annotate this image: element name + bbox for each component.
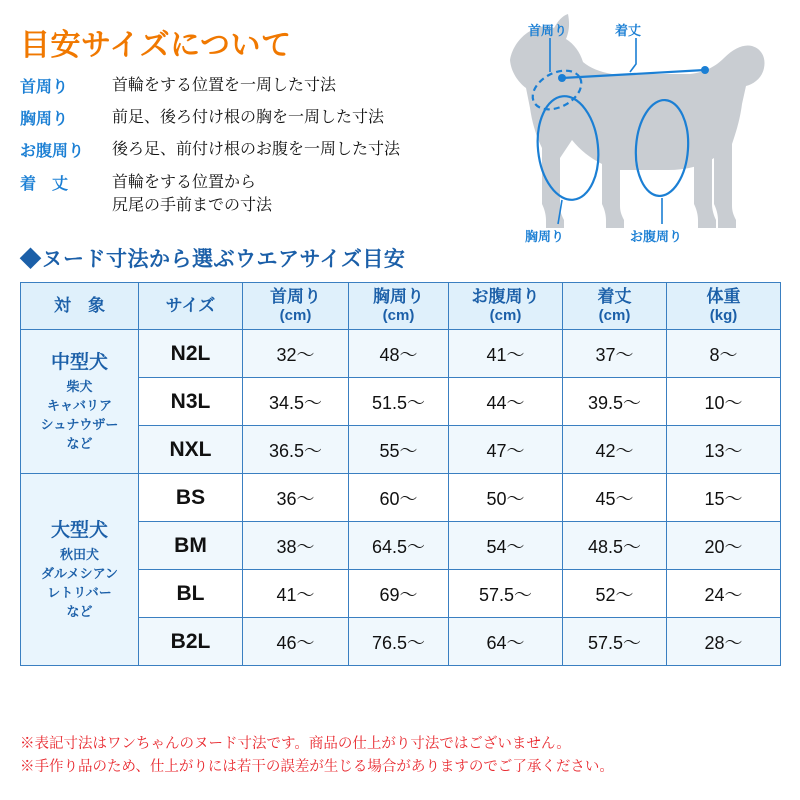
header-weight-unit: (kg)	[709, 307, 738, 325]
header-chest-unit: (cm)	[382, 307, 415, 325]
header-chest	[349, 283, 449, 330]
table-row	[21, 330, 781, 378]
definition-term-length: 着 丈	[20, 175, 69, 193]
cell-weight: 13〜	[667, 426, 781, 474]
diagram-label-length: 着丈	[615, 23, 642, 38]
definition-term-belly: お腹周り	[20, 143, 85, 161]
table-row	[21, 474, 781, 522]
cell-neck: 36〜	[243, 474, 349, 522]
cell-length: 52〜	[563, 570, 667, 618]
cell-belly: 54〜	[449, 522, 563, 570]
header-target	[21, 283, 139, 330]
cell-belly: 64〜	[449, 618, 563, 666]
header-neck	[243, 283, 349, 330]
cell-neck: 38〜	[243, 522, 349, 570]
definition-desc-length-line1: 首輪をする位置から	[112, 173, 257, 191]
footnote-2: ※手作り品のため、仕上がりには若干の誤差が生じる場合がありますのでご了承ください。	[20, 759, 614, 776]
cell-size: BM	[139, 522, 243, 570]
header-neck-unit: (cm)	[279, 307, 312, 325]
header-size	[139, 283, 243, 330]
cell-weight: 15〜	[667, 474, 781, 522]
diagram-label-chest: 胸周り	[525, 229, 565, 244]
diagram-label-neck: 首周り	[528, 23, 568, 38]
cell-weight: 24〜	[667, 570, 781, 618]
cell-neck: 36.5〜	[243, 426, 349, 474]
cell-chest: 60〜	[349, 474, 449, 522]
cell-chest: 51.5〜	[349, 378, 449, 426]
dog-silhouette	[510, 14, 765, 228]
cell-chest: 64.5〜	[349, 522, 449, 570]
dog-illustration-svg	[450, 8, 790, 258]
definition-desc-length-line2: 尻尾の手前までの寸法	[112, 196, 273, 214]
header-weight	[667, 283, 781, 330]
target-cell-large	[21, 474, 139, 666]
target-sub-large: 秋田犬 ダルメシアン レトリバー など	[40, 547, 119, 619]
measurement-definitions	[20, 74, 460, 226]
header-length-label: 着丈	[597, 287, 632, 306]
header-belly	[449, 283, 563, 330]
cell-weight: 28〜	[667, 618, 781, 666]
definition-row	[20, 74, 460, 97]
dog-diagram	[450, 8, 790, 258]
header-belly-label: お腹周り	[471, 287, 540, 306]
size-table	[20, 282, 781, 666]
header-target-label: 対 象	[54, 296, 105, 316]
table-body	[21, 330, 781, 666]
header-belly-unit: (cm)	[489, 307, 522, 325]
table-header-row	[21, 283, 781, 330]
header-weight-label: 体重	[706, 287, 741, 306]
target-main-large: 大型犬	[50, 519, 108, 541]
section-heading: ◆ヌード寸法から選ぶウエアサイズ目安	[20, 248, 406, 271]
definition-term-neck: 首周り	[20, 79, 69, 96]
header-neck-label: 首周り	[270, 287, 321, 306]
cell-chest: 69〜	[349, 570, 449, 618]
cell-length: 37〜	[563, 330, 667, 378]
cell-length: 45〜	[563, 474, 667, 522]
header-length	[563, 283, 667, 330]
target-sub-medium: 柴犬 キャバリア シュナウザー など	[40, 379, 119, 451]
cell-chest: 55〜	[349, 426, 449, 474]
cell-weight: 8〜	[667, 330, 781, 378]
cell-length: 39.5〜	[563, 378, 667, 426]
cell-size: B2L	[139, 618, 243, 666]
definition-row	[20, 171, 460, 217]
cell-size: N3L	[139, 378, 243, 426]
definition-desc-neck: 首輪をする位置を一周した寸法	[112, 77, 337, 94]
header-chest-label: 胸周り	[373, 287, 424, 306]
target-main-medium: 中型犬	[50, 351, 108, 373]
cell-length: 42〜	[563, 426, 667, 474]
definition-row	[20, 106, 460, 129]
diagram-label-belly: お腹周り	[630, 229, 683, 244]
header-length-unit: (cm)	[598, 307, 631, 325]
definition-desc-chest: 前足、後ろ付け根の胸を一周した寸法	[112, 109, 385, 127]
cell-weight: 10〜	[667, 378, 781, 426]
cell-chest: 76.5〜	[349, 618, 449, 666]
cell-neck: 32〜	[243, 330, 349, 378]
cell-belly: 41〜	[449, 330, 563, 378]
definition-term-chest: 胸周り	[20, 111, 69, 129]
cell-belly: 47〜	[449, 426, 563, 474]
definition-desc-length	[112, 171, 272, 217]
cell-size: BL	[139, 570, 243, 618]
cell-size: NXL	[139, 426, 243, 474]
cell-size: BS	[139, 474, 243, 522]
cell-belly: 44〜	[449, 378, 563, 426]
table-header	[21, 283, 781, 330]
footnotes	[20, 733, 790, 779]
definition-desc-belly: 後ろ足、前付け根のお腹を一周した寸法	[112, 141, 401, 159]
cell-belly: 50〜	[449, 474, 563, 522]
cell-length: 48.5〜	[563, 522, 667, 570]
cell-neck: 41〜	[243, 570, 349, 618]
cell-weight: 20〜	[667, 522, 781, 570]
cell-size: N2L	[139, 330, 243, 378]
cell-belly: 57.5〜	[449, 570, 563, 618]
target-cell-medium	[21, 330, 139, 474]
cell-neck: 34.5〜	[243, 378, 349, 426]
footnote-1: ※表記寸法はワンちゃんのヌード寸法です。商品の仕上がり寸法ではございません。	[20, 736, 571, 752]
cell-length: 57.5〜	[563, 618, 667, 666]
page-title: 目安サイズについて	[20, 29, 292, 62]
cell-neck: 46〜	[243, 618, 349, 666]
header-size-label: サイズ	[165, 296, 216, 316]
cell-chest: 48〜	[349, 330, 449, 378]
definition-row	[20, 138, 460, 161]
